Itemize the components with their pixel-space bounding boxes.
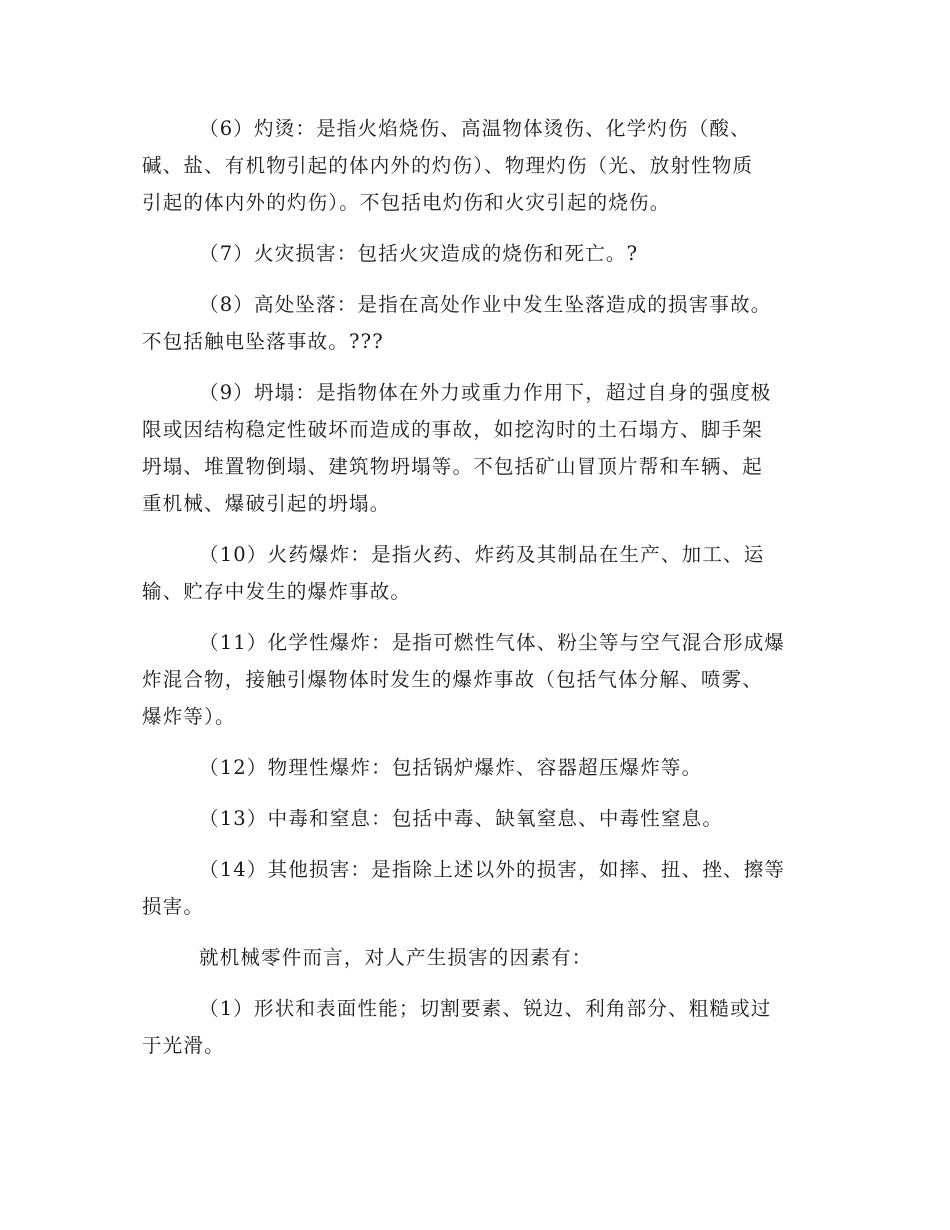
text-line: （10）火药爆炸：是指火药、炸药及其制品在生产、加工、运 [199, 543, 765, 566]
text-line: 碱、盐、有机物引起的体内外的灼伤）、物理灼伤（光、放射性物质 [142, 154, 754, 177]
text-line: 不包括触电坠落事故。??? [142, 330, 384, 353]
document-page [142, 110, 810, 1064]
text-line: 坍塌、堆置物倒塌、建筑物坍塌等。不包括矿山冒顶片帮和车辆、起 [142, 455, 764, 478]
text-line: （9）坍塌：是指物体在外力或重力作用下，超过自身的强度极 [199, 381, 772, 404]
paragraph-fire [142, 235, 810, 272]
paragraph-collapse [142, 374, 810, 522]
text-line: （13）中毒和窒息：包括中毒、缺氧窒息、中毒性窒息。 [199, 807, 724, 830]
text-line: 输、贮存中发生的爆炸事故。 [142, 580, 412, 603]
paragraph-physical-explosion [142, 749, 810, 786]
text-line: （12）物理性爆炸：包括锅炉爆炸、容器超压爆炸等。 [199, 756, 703, 779]
text-line: （8）高处坠落：是指在高处作业中发生坠落造成的损害事故。 [199, 293, 772, 316]
paragraph-mechanical-intro [142, 939, 810, 976]
text-line: （14）其他损害：是指除上述以外的损害，如摔、扭、挫、擦等 [199, 858, 786, 881]
text-line: 爆炸等）。 [142, 705, 236, 728]
text-line: （7）火灾损害：包括火灾造成的烧伤和死亡。? [199, 242, 639, 265]
text-line: （11）化学性爆炸：是指可燃性气体、粉尘等与空气混合形成爆 [199, 631, 786, 654]
paragraph-chemical-explosion [142, 624, 810, 735]
text-line: 限或因结构稳定性破坏而造成的事故，如挖沟时的土石塌方、脚手架 [142, 418, 764, 441]
paragraph-other [142, 851, 810, 925]
paragraph-fall [142, 286, 810, 360]
paragraph-shape-surface [142, 990, 810, 1064]
text-line: 重机械、爆破引起的坍塌。 [142, 492, 391, 515]
text-line: （1）形状和表面性能；切割要素、锐边、利角部分、粗糙或过 [199, 997, 772, 1020]
paragraph-burns [142, 110, 810, 221]
text-line: 引起的体内外的灼伤）。不包括电灼伤和火灾引起的烧伤。 [142, 191, 671, 214]
paragraph-explosive [142, 536, 810, 610]
text-line: 于光滑。 [142, 1034, 225, 1057]
text-line: 损害。 [142, 895, 205, 918]
text-line: （6）灼烫：是指火焰烧伤、高温物体烫伤、化学灼伤（酸、 [199, 117, 751, 140]
text-line: 炸混合物，接触引爆物体时发生的爆炸事故（包括气体分解、喷雾、 [142, 668, 764, 691]
text-line: 就机械零件而言，对人产生损害的因素有： [199, 946, 593, 969]
paragraph-poisoning [142, 800, 810, 837]
